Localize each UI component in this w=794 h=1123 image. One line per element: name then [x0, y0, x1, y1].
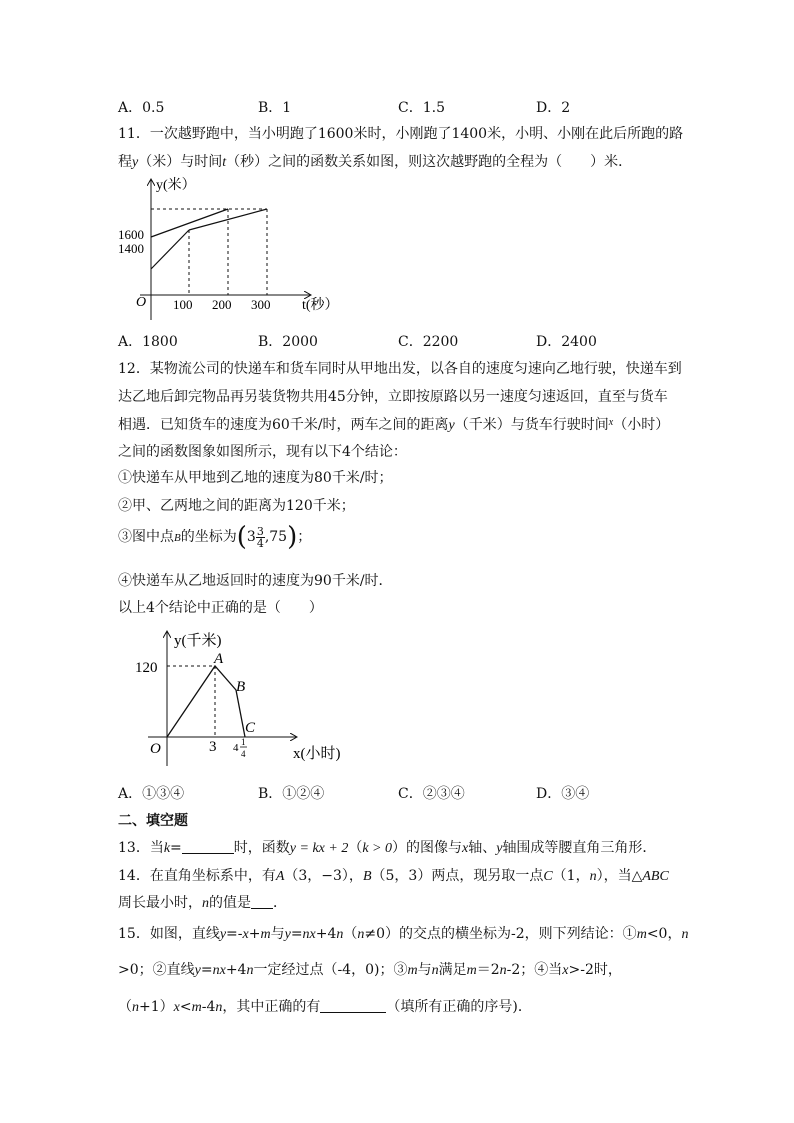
q10-option-b: B．1	[258, 100, 292, 116]
q11-x-label: t(秒）	[302, 298, 339, 313]
q12-ask: 以上4个结论中正确的是（ ）	[118, 600, 323, 616]
q12-y-tick-120: 120	[135, 660, 158, 676]
q12-line-2: 达乙地后卸完物品再另装货物共用45分钟，立即按原路以另一速度匀速返回，直至与货车	[118, 389, 668, 405]
q12-x-tick-num: 1	[241, 737, 246, 747]
q11-line-gang-1	[151, 230, 189, 269]
q14-line-2: 周长最小时，n的值是 ．	[118, 895, 287, 911]
q12-graph-line	[167, 666, 245, 737]
q12-conclusion-4: ④快递车从乙地返回时的速度为90千米/时．	[118, 573, 393, 589]
q10-option-d: D．2	[536, 100, 571, 116]
q12-option-c: C．②③④	[398, 786, 465, 802]
q10-option-c: C．1.5	[398, 100, 445, 116]
q12-conclusion-3: ③图中点B的坐标为(3 $\frac{3}{4}$ ,75)；	[118, 522, 312, 552]
q13-line: 13．当k= 时，函数y = kx + 2（k > 0）的图像与x轴、y轴围成等腰直角三角形．	[118, 840, 657, 856]
q12-line-3: 相遇．已知货车的速度为60千米/时，两车之间的距离y（千米）与货车行驶时间$^x$（小时）	[118, 417, 670, 433]
q10-option-a: A．0.5	[118, 100, 165, 116]
q11-line-2: 程y（米）与时间t（秒）之间的函数关系如图，则这次越野跑的全程为（ ）米．	[118, 154, 633, 170]
q12-point-a: A	[214, 651, 224, 667]
q14-line-1: 14．在直角坐标系中，有A（3，−3），B（5，3）两点，现另取一点C（1，n），当△ABC	[118, 868, 669, 884]
q12-line-4: 之间的函数图象如图所示，现有以下4个结论：	[118, 444, 407, 460]
q11-x-tick-200: 200	[212, 297, 232, 312]
q15-line-2: >0；②直线y=nx+4n一定经过点（-4，0)；③m与n满足m＝2n-2；④当x>-2时，	[118, 962, 622, 978]
q11-option-b: B．2000	[258, 334, 318, 350]
q12-x-tick-3: 3	[209, 739, 217, 755]
q11-option-c: C．2200	[398, 334, 459, 350]
q15-line-3: （n+1）x<m-4n，其中正确的有 （填所有正确的序号)．	[118, 999, 532, 1015]
q11-x-tick-300: 300	[251, 297, 271, 312]
q11-chart	[110, 172, 350, 324]
q11-x-tick-100: 100	[173, 297, 193, 312]
q15-line-1: 15．如图，直线y=-x+m与y=nx+4n（n≠0）的交点的横坐标为-2，则下列结论：①m<0，n	[118, 926, 689, 942]
q11-y-label: y(米）	[156, 178, 196, 193]
q12-x-tick-den: 4	[241, 749, 246, 759]
q12-origin: O	[150, 741, 161, 757]
q13-blank	[182, 839, 234, 854]
q12-point-b: B	[236, 679, 246, 695]
q12-conclusion-2: ②甲、乙两地之间的距离为120千米；	[118, 498, 355, 514]
section-title: 二、填空题	[118, 813, 188, 829]
q11-option-d: D．2400	[536, 334, 597, 350]
q12-chart	[128, 628, 368, 768]
q15-blank	[320, 998, 386, 1013]
q12-line-1: 12．某物流公司的快递车和货车同时从甲地出发，以各自的速度匀速向乙地行驶，快递车到	[118, 361, 682, 377]
q12-x-label: x(小时)	[293, 746, 341, 762]
q11-origin: O	[136, 295, 147, 310]
q14-blank	[251, 894, 273, 909]
q11-y-tick-1600: 1600	[118, 227, 144, 242]
q11-y-tick-1400: 1400	[118, 241, 144, 256]
q12-option-a: A．①③④	[118, 786, 185, 802]
q12-point-c: C	[245, 720, 256, 736]
q12-conclusion-1: ①快递车从甲地到乙地的速度为80千米/时；	[118, 470, 393, 486]
q12-x-tick-whole: 4	[233, 742, 239, 754]
q12-y-label: y(千米)	[174, 633, 222, 649]
q11-option-a: A．1800	[118, 334, 178, 350]
q12-option-b: B．①②④	[258, 786, 325, 802]
q12-option-d: D．③④	[536, 786, 590, 802]
q11-line-1: 11．一次越野跑中，当小明跑了1600米时，小刚跑了1400米，小明、小刚在此后所跑的路	[118, 126, 684, 142]
